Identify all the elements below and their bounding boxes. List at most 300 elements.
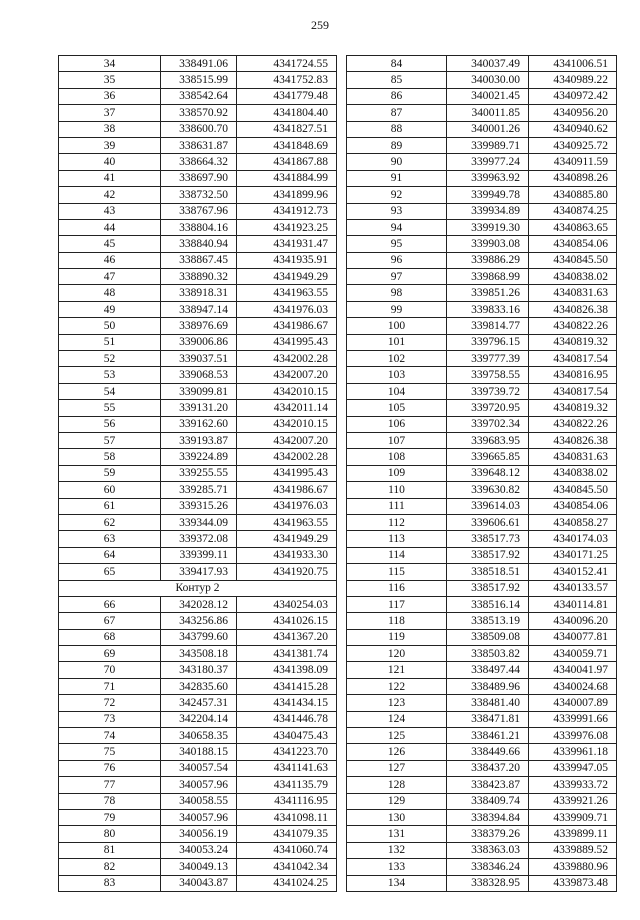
point-number-cell: 88 [347, 121, 447, 137]
table-row [347, 596, 617, 612]
table-row [347, 564, 617, 580]
x-coordinate-cell: 342028.12 [161, 596, 237, 612]
point-number-cell: 133 [347, 859, 447, 875]
y-coordinate-cell: 4340845.50 [529, 252, 617, 268]
point-number-cell: 116 [347, 580, 447, 596]
y-coordinate-cell: 4340819.32 [529, 400, 617, 416]
point-number-cell: 122 [347, 678, 447, 694]
x-coordinate-cell: 343256.86 [161, 613, 237, 629]
y-coordinate-cell: 4341223.70 [237, 744, 337, 760]
point-number-cell: 77 [59, 777, 161, 793]
point-number-cell: 50 [59, 318, 161, 334]
x-coordinate-cell: 340043.87 [161, 875, 237, 891]
x-coordinate-cell: 339934.89 [447, 203, 529, 219]
table-row [59, 564, 337, 580]
y-coordinate-cell: 4340822.26 [529, 318, 617, 334]
x-coordinate-cell: 339255.55 [161, 465, 237, 481]
point-number-cell: 37 [59, 105, 161, 121]
y-coordinate-cell: 4342010.15 [237, 416, 337, 432]
x-coordinate-cell: 342457.31 [161, 695, 237, 711]
y-coordinate-cell: 4340114.81 [529, 596, 617, 612]
table-row [347, 88, 617, 104]
x-coordinate-cell: 340188.15 [161, 744, 237, 760]
y-coordinate-cell: 4340972.42 [529, 88, 617, 104]
table-row [347, 809, 617, 825]
y-coordinate-cell: 4341752.83 [237, 72, 337, 88]
y-coordinate-cell: 4341931.47 [237, 236, 337, 252]
table-row [59, 121, 337, 137]
y-coordinate-cell: 4341381.74 [237, 646, 337, 662]
point-number-cell: 114 [347, 547, 447, 563]
x-coordinate-cell: 343799.60 [161, 629, 237, 645]
point-number-cell: 94 [347, 219, 447, 235]
table-row [347, 711, 617, 727]
y-coordinate-cell: 4341963.55 [237, 285, 337, 301]
point-number-cell: 57 [59, 432, 161, 448]
x-coordinate-cell: 339630.82 [447, 482, 529, 498]
y-coordinate-cell: 4341398.09 [237, 662, 337, 678]
table-row [347, 121, 617, 137]
x-coordinate-cell: 338461.21 [447, 728, 529, 744]
y-coordinate-cell: 4340096.20 [529, 613, 617, 629]
table-row [59, 137, 337, 153]
table-row [347, 547, 617, 563]
coordinates-table-left [58, 55, 337, 892]
x-coordinate-cell: 338379.26 [447, 826, 529, 842]
y-coordinate-cell: 4342007.20 [237, 367, 337, 383]
y-coordinate-cell: 4340956.20 [529, 105, 617, 121]
x-coordinate-cell: 339777.39 [447, 351, 529, 367]
point-number-cell: 69 [59, 646, 161, 662]
x-coordinate-cell: 339162.60 [161, 416, 237, 432]
table-row [59, 383, 337, 399]
point-number-cell: 65 [59, 564, 161, 580]
table-row [59, 334, 337, 350]
point-number-cell: 91 [347, 170, 447, 186]
table-row [347, 646, 617, 662]
table-row [347, 728, 617, 744]
table-row [59, 367, 337, 383]
table-row [347, 449, 617, 465]
y-coordinate-cell: 4340874.25 [529, 203, 617, 219]
point-number-cell: 80 [59, 826, 161, 842]
point-number-cell: 97 [347, 269, 447, 285]
x-coordinate-cell: 339037.51 [161, 351, 237, 367]
y-coordinate-cell: 4340822.26 [529, 416, 617, 432]
x-coordinate-cell: 338600.70 [161, 121, 237, 137]
x-coordinate-cell: 338503.82 [447, 646, 529, 662]
table-row [347, 531, 617, 547]
y-coordinate-cell: 4339933.72 [529, 777, 617, 793]
point-number-cell: 101 [347, 334, 447, 350]
point-number-cell: 73 [59, 711, 161, 727]
point-number-cell: 59 [59, 465, 161, 481]
table-row [59, 105, 337, 121]
point-number-cell: 118 [347, 613, 447, 629]
y-coordinate-cell: 4339880.96 [529, 859, 617, 875]
x-coordinate-cell: 338767.96 [161, 203, 237, 219]
y-coordinate-cell: 4340989.22 [529, 72, 617, 88]
point-number-cell: 54 [59, 383, 161, 399]
point-number-cell: 43 [59, 203, 161, 219]
y-coordinate-cell: 4339947.05 [529, 760, 617, 776]
point-number-cell: 131 [347, 826, 447, 842]
point-number-cell: 126 [347, 744, 447, 760]
point-number-cell: 105 [347, 400, 447, 416]
table-row [59, 351, 337, 367]
table-row [59, 236, 337, 252]
x-coordinate-cell: 338515.99 [161, 72, 237, 88]
point-number-cell: 55 [59, 400, 161, 416]
x-coordinate-cell: 340658.35 [161, 728, 237, 744]
y-coordinate-cell: 4340858.27 [529, 514, 617, 530]
point-number-cell: 112 [347, 514, 447, 530]
x-coordinate-cell: 339099.81 [161, 383, 237, 399]
table-row [59, 203, 337, 219]
y-coordinate-cell: 4341920.75 [237, 564, 337, 580]
y-coordinate-cell: 4341446.78 [237, 711, 337, 727]
x-coordinate-cell: 340057.96 [161, 777, 237, 793]
point-number-cell: 49 [59, 301, 161, 317]
point-number-cell: 66 [59, 596, 161, 612]
y-coordinate-cell: 4340819.32 [529, 334, 617, 350]
table-row [59, 531, 337, 547]
table-row [59, 711, 337, 727]
point-number-cell: 128 [347, 777, 447, 793]
x-coordinate-cell: 339648.12 [447, 465, 529, 481]
y-coordinate-cell: 4340845.50 [529, 482, 617, 498]
table-row [59, 826, 337, 842]
y-coordinate-cell: 4341779.48 [237, 88, 337, 104]
table-row [347, 400, 617, 416]
x-coordinate-cell: 340057.54 [161, 760, 237, 776]
point-number-cell: 99 [347, 301, 447, 317]
x-coordinate-cell: 339315.26 [161, 498, 237, 514]
x-coordinate-cell: 338890.32 [161, 269, 237, 285]
x-coordinate-cell: 338489.96 [447, 678, 529, 694]
y-coordinate-cell: 4340816.95 [529, 367, 617, 383]
point-number-cell: 52 [59, 351, 161, 367]
point-number-cell: 84 [347, 56, 447, 72]
point-number-cell: 68 [59, 629, 161, 645]
x-coordinate-cell: 339977.24 [447, 154, 529, 170]
point-number-cell: 127 [347, 760, 447, 776]
x-coordinate-cell: 339868.99 [447, 269, 529, 285]
table-row [347, 236, 617, 252]
table-row [59, 678, 337, 694]
table-row [347, 301, 617, 317]
table-row [59, 482, 337, 498]
table-row [59, 269, 337, 285]
point-number-cell: 106 [347, 416, 447, 432]
table-row [59, 695, 337, 711]
y-coordinate-cell: 4341079.35 [237, 826, 337, 842]
x-coordinate-cell: 339963.92 [447, 170, 529, 186]
y-coordinate-cell: 4341135.79 [237, 777, 337, 793]
x-coordinate-cell: 340011.85 [447, 105, 529, 121]
point-number-cell: 42 [59, 187, 161, 203]
x-coordinate-cell: 338542.64 [161, 88, 237, 104]
table-row [347, 514, 617, 530]
table-row [59, 646, 337, 662]
y-coordinate-cell: 4341976.03 [237, 498, 337, 514]
table-row [59, 318, 337, 334]
y-coordinate-cell: 4341042.34 [237, 859, 337, 875]
table-row [59, 760, 337, 776]
x-coordinate-cell: 338947.14 [161, 301, 237, 317]
x-coordinate-cell: 338497.44 [447, 662, 529, 678]
point-number-cell: 47 [59, 269, 161, 285]
table-row [347, 154, 617, 170]
point-number-cell: 129 [347, 793, 447, 809]
y-coordinate-cell: 4342007.20 [237, 432, 337, 448]
y-coordinate-cell: 4340077.81 [529, 629, 617, 645]
x-coordinate-cell: 338570.92 [161, 105, 237, 121]
point-number-cell: 89 [347, 137, 447, 153]
table-row [347, 695, 617, 711]
y-coordinate-cell: 4339921.26 [529, 793, 617, 809]
x-coordinate-cell: 338363.03 [447, 842, 529, 858]
y-coordinate-cell: 4340174.03 [529, 531, 617, 547]
table-row [59, 809, 337, 825]
y-coordinate-cell: 4341098.11 [237, 809, 337, 825]
y-coordinate-cell: 4340817.54 [529, 351, 617, 367]
y-coordinate-cell: 4342002.28 [237, 449, 337, 465]
x-coordinate-cell: 340049.13 [161, 859, 237, 875]
x-coordinate-cell: 338804.16 [161, 219, 237, 235]
point-number-cell: 92 [347, 187, 447, 203]
x-coordinate-cell: 339989.71 [447, 137, 529, 153]
table-row [59, 777, 337, 793]
point-number-cell: 44 [59, 219, 161, 235]
y-coordinate-cell: 4341899.96 [237, 187, 337, 203]
point-number-cell: 56 [59, 416, 161, 432]
x-coordinate-cell: 339683.95 [447, 432, 529, 448]
y-coordinate-cell: 4340898.26 [529, 170, 617, 186]
point-number-cell: 132 [347, 842, 447, 858]
x-coordinate-cell: 338517.92 [447, 580, 529, 596]
x-coordinate-cell: 342204.14 [161, 711, 237, 727]
table-row [59, 498, 337, 514]
table-row [347, 744, 617, 760]
x-coordinate-cell: 340057.96 [161, 809, 237, 825]
point-number-cell: 85 [347, 72, 447, 88]
x-coordinate-cell: 342835.60 [161, 678, 237, 694]
point-number-cell: 39 [59, 137, 161, 153]
x-coordinate-cell: 339131.20 [161, 400, 237, 416]
point-number-cell: 121 [347, 662, 447, 678]
point-number-cell: 100 [347, 318, 447, 334]
table-row [347, 72, 617, 88]
x-coordinate-cell: 339399.11 [161, 547, 237, 563]
x-coordinate-cell: 338449.66 [447, 744, 529, 760]
y-coordinate-cell: 4342011.14 [237, 400, 337, 416]
y-coordinate-cell: 4340940.62 [529, 121, 617, 137]
y-coordinate-cell: 4341367.20 [237, 629, 337, 645]
table-row [347, 383, 617, 399]
x-coordinate-cell: 340001.26 [447, 121, 529, 137]
x-coordinate-cell: 338471.81 [447, 711, 529, 727]
table-row [347, 465, 617, 481]
x-coordinate-cell: 339886.29 [447, 252, 529, 268]
x-coordinate-cell: 338509.08 [447, 629, 529, 645]
y-coordinate-cell: 4339889.52 [529, 842, 617, 858]
y-coordinate-cell: 4341026.15 [237, 613, 337, 629]
y-coordinate-cell: 4339899.11 [529, 826, 617, 842]
point-number-cell: 130 [347, 809, 447, 825]
y-coordinate-cell: 4341884.99 [237, 170, 337, 186]
point-number-cell: 64 [59, 547, 161, 563]
x-coordinate-cell: 343508.18 [161, 646, 237, 662]
y-coordinate-cell: 4339991.66 [529, 711, 617, 727]
point-number-cell: 40 [59, 154, 161, 170]
y-coordinate-cell: 4340475.43 [237, 728, 337, 744]
point-number-cell: 78 [59, 793, 161, 809]
y-coordinate-cell: 4340826.38 [529, 301, 617, 317]
x-coordinate-cell: 339758.55 [447, 367, 529, 383]
table-row [347, 793, 617, 809]
section-title: Контур 2 [59, 580, 337, 596]
x-coordinate-cell: 339833.16 [447, 301, 529, 317]
y-coordinate-cell: 4339961.18 [529, 744, 617, 760]
point-number-cell: 51 [59, 334, 161, 350]
x-coordinate-cell: 339949.78 [447, 187, 529, 203]
point-number-cell: 53 [59, 367, 161, 383]
point-number-cell: 67 [59, 613, 161, 629]
table-row [347, 105, 617, 121]
table-row [347, 613, 617, 629]
x-coordinate-cell: 339739.72 [447, 383, 529, 399]
y-coordinate-cell: 4341949.29 [237, 269, 337, 285]
x-coordinate-cell: 339224.89 [161, 449, 237, 465]
point-number-cell: 72 [59, 695, 161, 711]
table-row [347, 416, 617, 432]
x-coordinate-cell: 338328.95 [447, 875, 529, 891]
x-coordinate-cell: 339720.95 [447, 400, 529, 416]
y-coordinate-cell: 4340152.41 [529, 564, 617, 580]
table-row [347, 367, 617, 383]
x-coordinate-cell: 340058.55 [161, 793, 237, 809]
table-row [59, 629, 337, 645]
point-number-cell: 117 [347, 596, 447, 612]
point-number-cell: 90 [347, 154, 447, 170]
x-coordinate-cell: 338918.31 [161, 285, 237, 301]
x-coordinate-cell: 340056.19 [161, 826, 237, 842]
y-coordinate-cell: 4341995.43 [237, 465, 337, 481]
y-coordinate-cell: 4340826.38 [529, 432, 617, 448]
point-number-cell: 115 [347, 564, 447, 580]
table-row [59, 416, 337, 432]
table-row [59, 170, 337, 186]
x-coordinate-cell: 338840.94 [161, 236, 237, 252]
point-number-cell: 104 [347, 383, 447, 399]
table-row [59, 547, 337, 563]
table-row [347, 826, 617, 842]
y-coordinate-cell: 4341724.55 [237, 56, 337, 72]
y-coordinate-cell: 4341434.15 [237, 695, 337, 711]
y-coordinate-cell: 4340024.68 [529, 678, 617, 694]
y-coordinate-cell: 4342002.28 [237, 351, 337, 367]
y-coordinate-cell: 4341006.51 [529, 56, 617, 72]
y-coordinate-cell: 4340831.63 [529, 449, 617, 465]
table-row [347, 875, 617, 891]
point-number-cell: 102 [347, 351, 447, 367]
table-row [59, 842, 337, 858]
y-coordinate-cell: 4341986.67 [237, 318, 337, 334]
point-number-cell: 134 [347, 875, 447, 891]
table-row [347, 842, 617, 858]
y-coordinate-cell: 4341923.25 [237, 219, 337, 235]
x-coordinate-cell: 339702.34 [447, 416, 529, 432]
x-coordinate-cell: 339903.08 [447, 236, 529, 252]
table-row [347, 482, 617, 498]
table-row [59, 252, 337, 268]
point-number-cell: 109 [347, 465, 447, 481]
table-row [59, 662, 337, 678]
point-number-cell: 108 [347, 449, 447, 465]
y-coordinate-cell: 4341935.91 [237, 252, 337, 268]
table-row [347, 432, 617, 448]
point-number-cell: 61 [59, 498, 161, 514]
y-coordinate-cell: 4340133.57 [529, 580, 617, 596]
x-coordinate-cell: 338409.74 [447, 793, 529, 809]
x-coordinate-cell: 338513.19 [447, 613, 529, 629]
y-coordinate-cell: 4340925.72 [529, 137, 617, 153]
point-number-cell: 87 [347, 105, 447, 121]
table-row [59, 613, 337, 629]
y-coordinate-cell: 4340854.06 [529, 498, 617, 514]
table-row [347, 187, 617, 203]
point-number-cell: 107 [347, 432, 447, 448]
point-number-cell: 76 [59, 760, 161, 776]
point-number-cell: 48 [59, 285, 161, 301]
x-coordinate-cell: 339614.03 [447, 498, 529, 514]
x-coordinate-cell: 339285.71 [161, 482, 237, 498]
point-number-cell: 113 [347, 531, 447, 547]
table-row [347, 859, 617, 875]
point-number-cell: 95 [347, 236, 447, 252]
y-coordinate-cell: 4340854.06 [529, 236, 617, 252]
table-row [59, 596, 337, 612]
table-row [347, 170, 617, 186]
point-number-cell: 46 [59, 252, 161, 268]
point-number-cell: 34 [59, 56, 161, 72]
y-coordinate-cell: 4340885.80 [529, 187, 617, 203]
table-row [347, 219, 617, 235]
y-coordinate-cell: 4341415.28 [237, 678, 337, 694]
table-row [347, 56, 617, 72]
x-coordinate-cell: 340037.49 [447, 56, 529, 72]
x-coordinate-cell: 339372.08 [161, 531, 237, 547]
point-number-cell: 35 [59, 72, 161, 88]
section-header-row [59, 580, 337, 596]
table-row [59, 793, 337, 809]
point-number-cell: 70 [59, 662, 161, 678]
x-coordinate-cell: 338517.92 [447, 547, 529, 563]
point-number-cell: 63 [59, 531, 161, 547]
y-coordinate-cell: 4341116.95 [237, 793, 337, 809]
table-row [347, 580, 617, 596]
x-coordinate-cell: 338423.87 [447, 777, 529, 793]
table-row [347, 629, 617, 645]
y-coordinate-cell: 4341804.40 [237, 105, 337, 121]
point-number-cell: 41 [59, 170, 161, 186]
x-coordinate-cell: 339193.87 [161, 432, 237, 448]
point-number-cell: 124 [347, 711, 447, 727]
point-number-cell: 45 [59, 236, 161, 252]
table-row [347, 351, 617, 367]
y-coordinate-cell: 4341949.29 [237, 531, 337, 547]
